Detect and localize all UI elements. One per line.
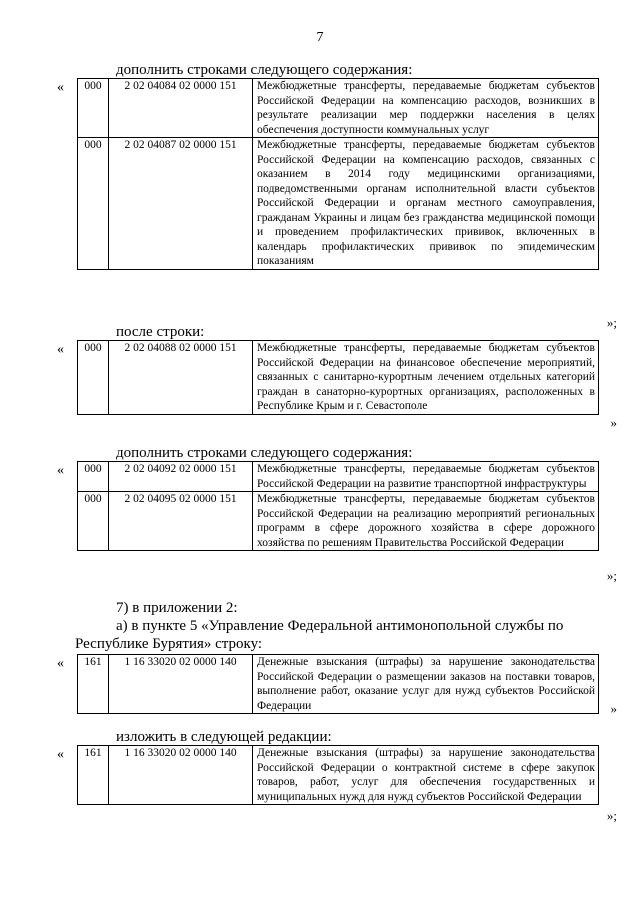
- description-cell: Межбюджетные трансферты, передаваемые бюджетам субъектов Российской Федерации на реализацию мероприятий региональных программ в сфере дорожного хозяйства в сфере дорожного хозяйства по решениям Правительства Российской Федерации: [253, 492, 599, 551]
- classification-code-cell: 2 02 04092 02 0000 151: [109, 462, 253, 492]
- table-row: [78, 138, 599, 270]
- table-row: [78, 746, 599, 805]
- classification-table: [77, 78, 599, 270]
- amendment-block: [57, 78, 617, 330]
- classification-table: [77, 461, 599, 551]
- description-cell: Межбюджетные трансферты, передаваемые бюджетам субъектов Российской Федерации на компенсацию расходов, связанных с оказанием в 2014 году медицинскими организациями, подведомственными органам исполнительной власти субъектов Российской Федерации и органам местного самоуправления, гражданам Украины и лицам без гражданства медицинской помощи и проведением профилактических прививок, включенных в календарь профилактических прививок по эпидемическим показаниям: [253, 138, 599, 270]
- description-cell: Денежные взыскания (штрафы) за нарушение законодательства Российской Федерации о размещении заказов на поставки товаров, выполнение работ, оказание услуг для нужд субъектов Российской Федерации: [253, 655, 599, 714]
- classification-code-cell: 2 02 04087 02 0000 151: [109, 138, 253, 270]
- item-7-heading: 7) в приложении 2:: [116, 600, 238, 616]
- classification-table: [77, 745, 599, 805]
- classification-code-cell: 2 02 04088 02 0000 151: [109, 341, 253, 415]
- description-cell: Межбюджетные трансферты, передаваемые бюджетам субъектов Российской Федерации на финансовое обеспечение мероприятий, связанных с санитарно-курортным лечением отдельных категорий граждан в санаторно-курортных организациях, расположенных в Республике Крым и г. Севастополе: [253, 341, 599, 415]
- admin-code-cell: 000: [78, 341, 109, 415]
- admin-code-cell: 161: [78, 655, 109, 714]
- close-quote: »: [610, 701, 617, 716]
- open-quote: «: [57, 80, 64, 95]
- classification-code-cell: 1 16 33020 02 0000 140: [109, 655, 253, 714]
- admin-code-cell: 161: [78, 746, 109, 805]
- admin-code-cell: 000: [78, 462, 109, 492]
- classification-table: [77, 340, 599, 415]
- amendment-block: [57, 745, 617, 823]
- classification-code-cell: 1 16 33020 02 0000 140: [109, 746, 253, 805]
- table-row: [78, 492, 599, 551]
- section-intro: после строки:: [116, 324, 205, 340]
- description-cell: Денежные взыскания (штрафы) за нарушение законодательства Российской Федерации о контрактной системе в сфере закупок товаров, работ, услуг для обеспечения государственных и муниципальных нужд для нужд субъектов Российской Федерации: [253, 746, 599, 805]
- item-7-subpoint: а) в пункте 5 «Управление Федеральной антимонопольной службы по: [116, 618, 564, 634]
- page-number: 7: [316, 30, 324, 45]
- classification-table: [77, 654, 599, 714]
- open-quote: «: [57, 747, 64, 762]
- classification-code-cell: 2 02 04095 02 0000 151: [109, 492, 253, 551]
- open-quote: «: [57, 342, 64, 357]
- table-row: [78, 79, 599, 138]
- close-quote: »;: [606, 315, 617, 330]
- admin-code-cell: 000: [78, 138, 109, 270]
- table-row: [78, 462, 599, 492]
- amendment-block: [57, 340, 617, 430]
- section-intro: дополнить строками следующего содержания:: [116, 62, 413, 78]
- close-quote: »: [610, 415, 617, 430]
- description-cell: Межбюджетные трансферты, передаваемые бюджетам субъектов Российской Федерации на развитие транспортной инфраструктуры: [253, 462, 599, 492]
- table-row: [78, 341, 599, 415]
- classification-code-cell: 2 02 04084 02 0000 151: [109, 79, 253, 138]
- item-7-subpoint-continued: Республике Бурятия» строку:: [75, 636, 263, 652]
- close-quote: »;: [606, 568, 617, 583]
- table-row: [78, 655, 599, 714]
- close-quote: »;: [606, 808, 617, 823]
- amendment-block: [57, 654, 617, 716]
- section-intro: изложить в следующей редакции:: [116, 729, 332, 745]
- admin-code-cell: 000: [78, 79, 109, 138]
- open-quote: «: [57, 463, 64, 478]
- amendment-block: [57, 461, 617, 583]
- open-quote: «: [57, 656, 64, 671]
- admin-code-cell: 000: [78, 492, 109, 551]
- section-intro: дополнить строками следующего содержания:: [116, 445, 413, 461]
- description-cell: Межбюджетные трансферты, передаваемые бюджетам субъектов Российской Федерации на компенсацию расходов, возникших в результате реализации мер поддержки населения в целях обеспечения доступности коммунальных услуг: [253, 79, 599, 138]
